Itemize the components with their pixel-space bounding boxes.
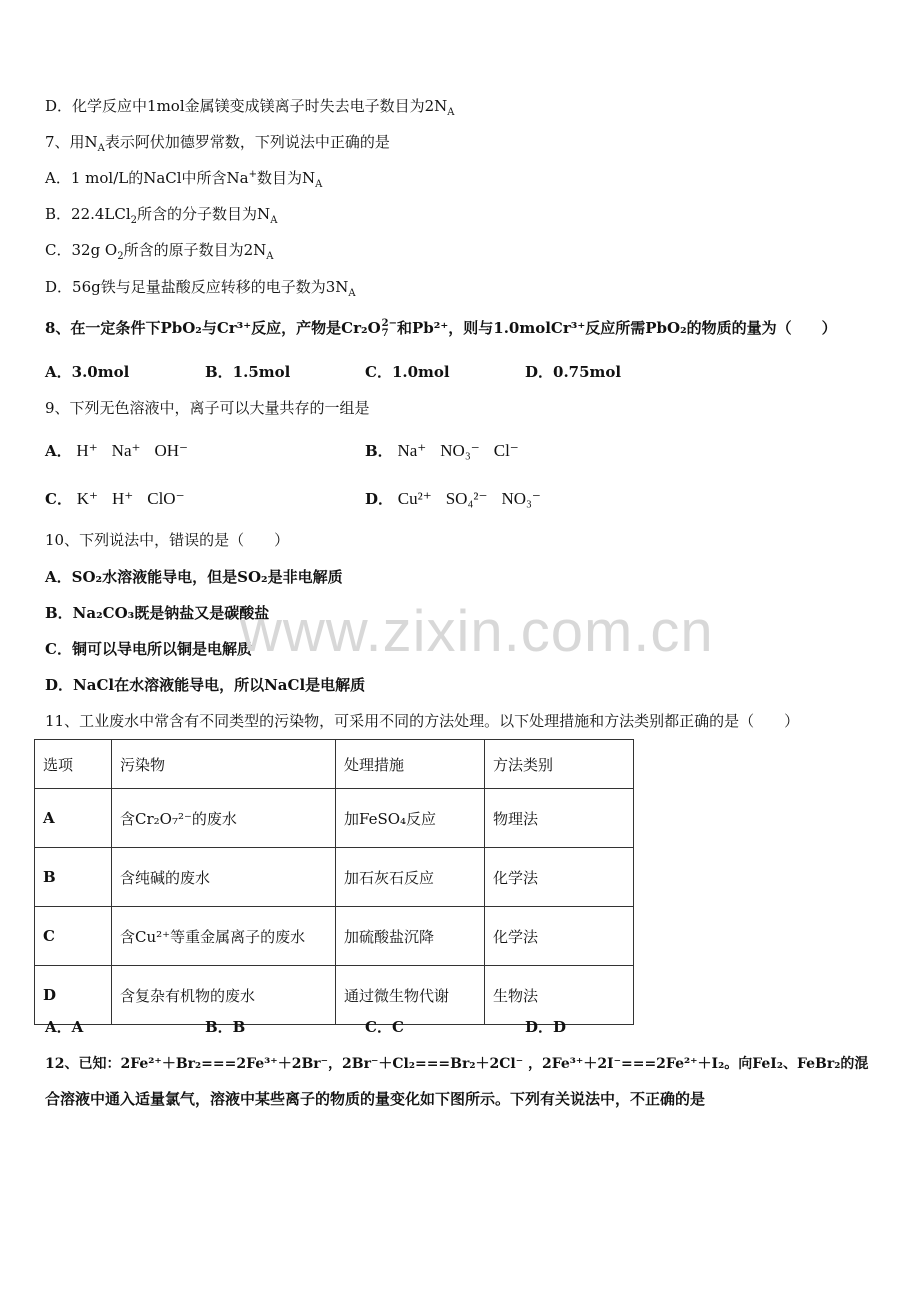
table-cell: 加石灰石反应 — [336, 848, 485, 907]
table-cell: C — [35, 907, 112, 966]
q7-stem: 7、用$N_A$表示阿伏加德罗常数，下列说法中正确的是 — [45, 133, 390, 154]
table-header-cell: 污染物 — [112, 740, 336, 789]
q7-option-a: A．1 mol/L的NaCl中所含Na+数目为$N_A$ — [45, 169, 323, 190]
q10-stem: 10、下列说法中，错误的是（ ） — [45, 531, 290, 549]
table-cell: 含Cr₂O₇²⁻的废水 — [112, 789, 336, 848]
q10-option-b: B．Na₂CO₃既是钠盐又是碳酸盐 — [45, 604, 270, 622]
table-cell: 加FeSO₄反应 — [336, 789, 485, 848]
table-cell: B — [35, 848, 112, 907]
q8-option-a: A．3.0mol — [45, 363, 130, 381]
q8-dichromate-charge: 2− 7 — [381, 318, 397, 339]
q12-stem-line2: 合溶液中通入适量氯气，溶液中某些离子的物质的量变化如下图所示。下列有关说法中，不正确的是 — [45, 1090, 706, 1108]
q8-stem: 8、在一定条件下PbO₂与Cr³⁺反应，产物是Cr₂O 2− 7 和Pb²⁺，则与1.0molCr³⁺反应所需PbO₂的物质的量为（ ） — [45, 318, 837, 339]
q11-table — [34, 739, 634, 1025]
q9-stem: 9、下列无色溶液中，离子可以大量共存的一组是 — [45, 399, 370, 417]
q9-option-b: B． Na⁺ NO₃⁻ Cl⁻ — [365, 441, 519, 460]
q8-option-d: D．0.75mol — [525, 363, 622, 381]
q12-stem-line1: 12、已知：2Fe²⁺＋Br₂===2Fe³⁺＋2Br⁻，2Br⁻＋Cl₂===Br₂＋2Cl⁻ ，2Fe³⁺＋2I⁻===2Fe²⁺＋I₂。向FeI₂、FeBr₂的混 — [45, 1056, 869, 1072]
q10-option-c: C．铜可以导电所以铜是电解质 — [45, 640, 252, 658]
table-row — [35, 789, 634, 848]
table-header-cell: 处理措施 — [336, 740, 485, 789]
table-cell: 通过微生物代谢 — [336, 966, 485, 1025]
table-cell: D — [35, 966, 112, 1025]
q10-option-a: A．SO₂水溶液能导电，但是SO₂是非电解质 — [45, 568, 343, 586]
q11-option-a: A．A — [45, 1018, 84, 1036]
q9-option-c: C． K⁺ H⁺ ClO⁻ — [45, 489, 185, 508]
table-header-cell: 选项 — [35, 740, 112, 789]
q7-option-c: C．32g $O_2$所含的原子数目为$2N_A$ — [45, 241, 274, 262]
q10-option-d: D．NaCl在水溶液能导电，所以NaCl是电解质 — [45, 676, 366, 694]
q8-option-c: C．1.0mol — [365, 363, 450, 381]
q7-option-b: B．22.4LCl$_2$所含的分子数目为$N_A$ — [45, 205, 278, 226]
watermark: www.zixin.com.cn — [240, 599, 714, 664]
q11-option-c: C．C — [365, 1018, 404, 1036]
table-cell: 化学法 — [485, 907, 634, 966]
table-cell: 含Cu²⁺等重金属离子的废水 — [112, 907, 336, 966]
table-cell: 化学法 — [485, 848, 634, 907]
table-cell: 加硫酸盐沉降 — [336, 907, 485, 966]
table-cell: A — [35, 789, 112, 848]
table-row — [35, 966, 634, 1025]
q11-option-b: B．B — [205, 1018, 246, 1036]
q9-option-a: A． H⁺ Na⁺ OH⁻ — [45, 441, 188, 460]
table-header-cell: 方法类别 — [485, 740, 634, 789]
q8-option-b: B．1.5mol — [205, 363, 291, 381]
table-header-row — [35, 740, 634, 789]
table-cell: 含复杂有机物的废水 — [112, 966, 336, 1025]
table-row — [35, 848, 634, 907]
q6-option-d: D．化学反应中1mol金属镁变成镁离子时失去电子数目为$2N_A$ — [45, 97, 455, 118]
q7-option-d: D．56g铁与足量盐酸反应转移的电子数为$3N_A$ — [45, 278, 356, 299]
table-row — [35, 907, 634, 966]
q9-option-d: D． Cu²⁺ SO₄²⁻ NO₃⁻ — [365, 489, 541, 508]
table-cell: 含纯碱的废水 — [112, 848, 336, 907]
q11-option-d: D．D — [525, 1018, 567, 1036]
table-cell: 物理法 — [485, 789, 634, 848]
table-cell: 生物法 — [485, 966, 634, 1025]
q11-stem: 11、工业废水中常含有不同类型的污染物，可采用不同的方法处理。以下处理措施和方法类别都正确的是（ ） — [45, 712, 800, 730]
